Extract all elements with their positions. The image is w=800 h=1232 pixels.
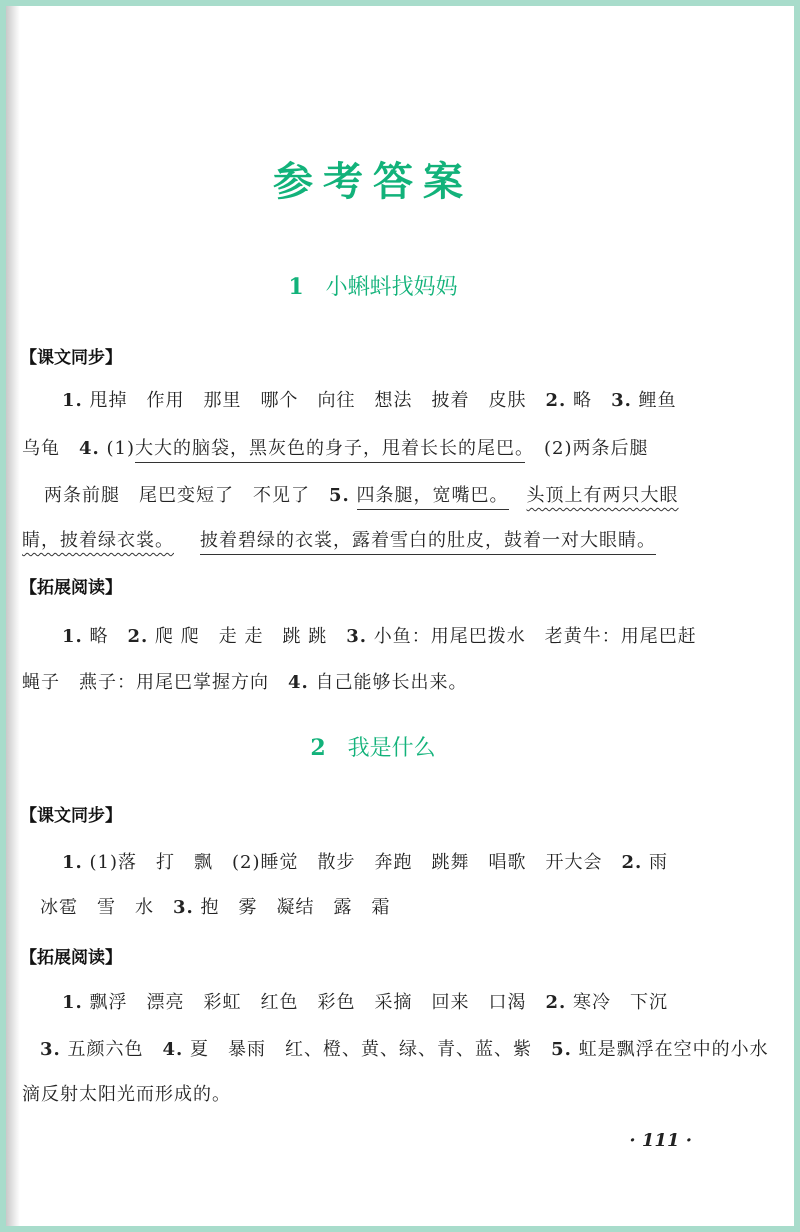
answer-text: 冰雹 雪 水 [40,897,173,918]
straight-underlined-answer: 披着碧绿的衣裳，露着雪白的肚皮，鼓着一对大眼睛。 [200,530,656,555]
answer-text: 鲤鱼 [631,390,677,411]
straight-underlined-answer: 大大的脑袋，黑灰色的身子，甩着长长的尾巴。 [135,438,525,463]
item-number: 2. [545,390,567,411]
section-1-number: 1 [288,274,304,300]
section-2-number: 2 [310,735,326,761]
answer-text: 两条前腿 尾巴变短了 不见了 [44,485,329,506]
answer-text: (2)两条后腿 [525,438,649,459]
item-number: 5. [329,485,350,506]
item-number: 5. [551,1039,572,1060]
answer-text: 略 [566,390,612,411]
answer-text: 小鱼：用尾巴拨水 老黄牛：用尾巴赶 [367,626,697,647]
item-number: 3. [346,626,368,647]
answer-text: 蝇子 燕子：用尾巴掌握方向 [22,672,288,693]
section-2-ext-label: 【拓展阅读】 [20,948,122,968]
page-title: 参考答案 [273,159,473,205]
item-number: 4. [79,438,100,459]
s1-sync-line-2 [22,434,649,460]
answer-text: 甩掉 作用 那里 哪个 向往 想法 披着 皮肤 [82,390,546,411]
item-number: 1. [62,626,83,647]
section-2-name: 我是什么 [347,736,436,761]
item-number: 2. [127,626,149,647]
s2-sync-line-2 [40,893,391,919]
wavy-underlined-answer: 头顶上有两只大眼 [526,485,679,506]
answer-text: 虹是飘浮在空中的小水 [571,1039,769,1060]
answer-text: 自己能够长出来。 [308,672,468,693]
s2-ext-line-2 [40,1035,769,1061]
s1-sync-line-3 [44,481,679,507]
item-number: 4. [162,1039,184,1060]
section-1-name: 小蝌蚪找妈妈 [325,275,458,300]
answer-text: 爬 爬 走 走 跳 跳 [148,626,347,647]
item-number: 1. [62,852,83,873]
section-1-sync-label: 【课文同步】 [20,348,122,368]
item-number: 3. [40,1039,61,1060]
straight-underlined-answer: 四条腿，宽嘴巴。 [357,485,509,510]
section-1-ext-label: 【拓展阅读】 [20,578,122,598]
section-2-sync-label: 【课文同步】 [20,806,122,826]
answer-text: 五颜六色 [60,1039,163,1060]
answer-text: 雨 [642,852,669,873]
answer-text [350,485,357,506]
item-number: 2. [545,992,567,1013]
answer-text: 夏 暴雨 红、橙、黄、绿、青、蓝、紫 [183,1039,552,1060]
s1-ext-line-1 [62,622,697,648]
item-number: 2. [621,852,643,873]
answer-text: 飘浮 漂亮 彩虹 红色 彩色 采摘 回来 口渴 [82,992,546,1013]
item-number: 1. [62,390,83,411]
s1-sync-line-4 [22,526,656,552]
item-number: 3. [173,897,194,918]
item-number: 1. [62,992,83,1013]
s1-sync-line-1 [62,386,677,412]
answer-text: 寒冷 下沉 [566,992,669,1013]
item-number: 3. [611,390,632,411]
answer-text: (1) [99,438,136,459]
s1-ext-line-2 [22,668,468,694]
answer-text: 乌龟 [22,438,79,459]
wavy-underlined-answer: 睛，披着绿衣裳。 [22,530,174,551]
section-1-title [0,270,746,301]
item-number: 4. [288,672,309,693]
s2-ext-line-3 [22,1080,231,1106]
s2-sync-line-1 [62,848,668,874]
answer-text: 抱 雾 凝结 露 霜 [193,897,391,918]
answer-text: 滴反射太阳光而形成的。 [22,1084,231,1105]
s2-ext-line-1 [62,988,668,1014]
page-number: · 111 · [629,1130,692,1151]
section-2-title [0,731,746,762]
answer-text: 略 [82,626,128,647]
answer-text: (1)落 打 飘 (2)睡觉 散步 奔跑 跳舞 唱歌 开大会 [82,852,622,873]
